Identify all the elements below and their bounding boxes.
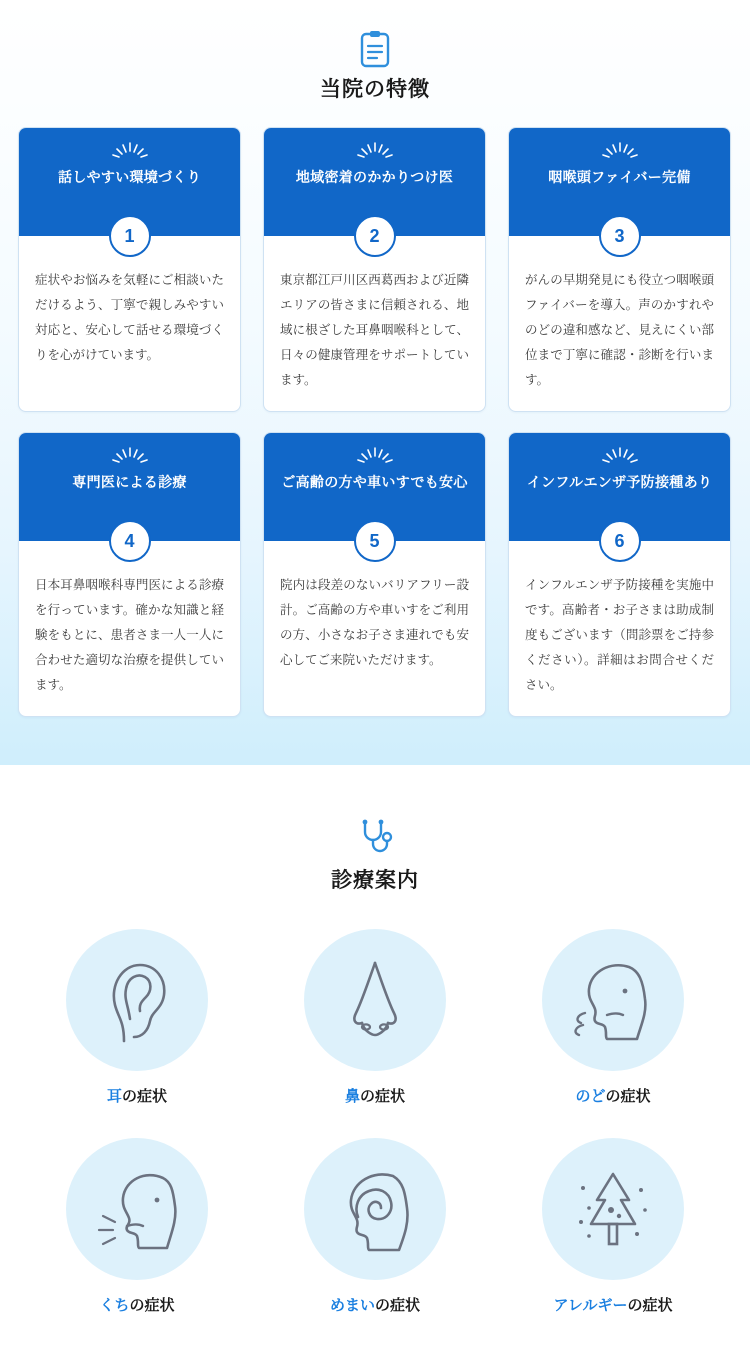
feature-card-body: 院内は段差のないバリアフリー設計。ご高齢の方や車いすをご利用の方、小さなお子さま連れでも安心してご来院いただけます。: [280, 578, 469, 668]
feature-card-body: 日本耳鼻咽喉科専門医による診療を行っています。確かな知識と経験をもとに、患者さま一人一人に合わせた適切な治療を提供しています。: [35, 578, 224, 693]
symptom-item-mouth[interactable]: [26, 1138, 248, 1315]
symptom-label-highlight: くち: [99, 1296, 130, 1314]
symptom-label: [502, 1294, 724, 1315]
feature-card-number: 3: [599, 215, 641, 257]
burst-icon: [110, 447, 150, 467]
symptoms-section: [0, 765, 750, 1354]
features-card-grid: [18, 127, 732, 717]
feature-card-number: 4: [109, 520, 151, 562]
symptom-item-ear[interactable]: [26, 929, 248, 1106]
features-title: 当院の特徴: [320, 78, 430, 101]
stethoscope-icon: [356, 819, 394, 857]
symptom-item-nose[interactable]: [264, 929, 486, 1106]
feature-card-number: 2: [354, 215, 396, 257]
feature-card-body: インフルエンザ予防接種を実施中です。高齢者・お子さまは助成制度もございます（問診票をご持参ください）。詳細はお問合せください。: [525, 578, 714, 693]
feature-card-head: [19, 433, 240, 551]
symptom-label-highlight: めまい: [329, 1296, 375, 1314]
symptom-label-highlight: 耳: [106, 1087, 122, 1105]
symptom-label-highlight: のど: [575, 1087, 606, 1105]
symptom-icon-wrap: [304, 929, 446, 1071]
symptom-item-dizziness[interactable]: [264, 1138, 486, 1315]
dizzy-icon: [329, 1164, 421, 1254]
feature-card[interactable]: [508, 432, 731, 717]
feature-card-head: [264, 433, 485, 551]
symptom-icon-wrap: [304, 1138, 446, 1280]
feature-card-title: 地域密着のかかりつけ医: [295, 169, 454, 186]
feature-card[interactable]: [263, 432, 486, 717]
symptoms-header: [0, 811, 750, 894]
symptom-label-suffix: の症状: [129, 1296, 175, 1314]
mouth-icon: [91, 1164, 183, 1254]
symptom-item-allergy[interactable]: [502, 1138, 724, 1315]
burst-icon: [600, 447, 640, 467]
feature-card-title: 専門医による診療: [72, 474, 187, 491]
symptom-icon-wrap: [542, 929, 684, 1071]
symptoms-grid: [25, 929, 725, 1315]
symptom-label: [502, 1085, 724, 1106]
feature-card-body: がんの早期発見にも役立つ咽喉頭ファイバーを導入。声のかすれやのどの違和感など、見えにくい部位まで丁寧に確認・診断を行います。: [525, 273, 714, 388]
symptom-label-suffix: の症状: [375, 1296, 421, 1314]
feature-card-number: 5: [354, 520, 396, 562]
feature-card[interactable]: [508, 127, 731, 412]
symptom-label: [26, 1085, 248, 1106]
symptom-icon-wrap: [66, 1138, 208, 1280]
clipboard-icon: [358, 30, 392, 68]
symptom-label: [264, 1085, 486, 1106]
symptom-label-suffix: の症状: [122, 1087, 168, 1105]
feature-card-title: 話しやすい環境づくり: [58, 169, 201, 186]
symptom-label: [26, 1294, 248, 1315]
symptoms-title: 診療案内: [331, 869, 419, 893]
ear-icon: [94, 955, 180, 1045]
feature-card-head: [19, 128, 240, 246]
symptom-label-highlight: 鼻: [344, 1087, 360, 1105]
feature-card[interactable]: [263, 127, 486, 412]
feature-card-body: 症状やお悩みを気軽にご相談いただけるよう、丁寧で親しみやすい対応と、安心して話せる環境づくりを心がけています。: [35, 273, 224, 363]
feature-card-body: 東京都江戸川区西葛西および近隣エリアの皆さまに信頼される、地域に根ざした耳鼻咽喉科として、日々の健康管理をサポートしています。: [280, 273, 469, 388]
burst-icon: [600, 142, 640, 162]
feature-card-number: 1: [109, 215, 151, 257]
nose-icon: [332, 955, 418, 1045]
symptom-label-suffix: の症状: [360, 1087, 406, 1105]
feature-card-head: [264, 128, 485, 246]
throat-icon: [567, 955, 659, 1045]
feature-card-number: 6: [599, 520, 641, 562]
feature-card-head: [509, 128, 730, 246]
feature-card[interactable]: [18, 432, 241, 717]
feature-card-title: 咽喉頭ファイバー完備: [548, 169, 691, 186]
features-header: [0, 22, 750, 103]
symptom-item-throat[interactable]: [502, 929, 724, 1106]
burst-icon: [355, 142, 395, 162]
symptom-label: [264, 1294, 486, 1315]
pollen-icon: [567, 1164, 659, 1254]
symptom-icon-wrap: [66, 929, 208, 1071]
feature-card-title: インフルエンザ予防接種あり: [526, 474, 713, 491]
feature-card-title: ご高齢の方や車いすでも安心: [281, 474, 468, 491]
symptom-label-suffix: の症状: [627, 1296, 673, 1314]
feature-card[interactable]: [18, 127, 241, 412]
feature-card-head: [509, 433, 730, 551]
burst-icon: [110, 142, 150, 162]
symptom-label-highlight: アレルギー: [553, 1296, 628, 1314]
symptom-icon-wrap: [542, 1138, 684, 1280]
burst-icon: [355, 447, 395, 467]
symptom-label-suffix: の症状: [605, 1087, 651, 1105]
